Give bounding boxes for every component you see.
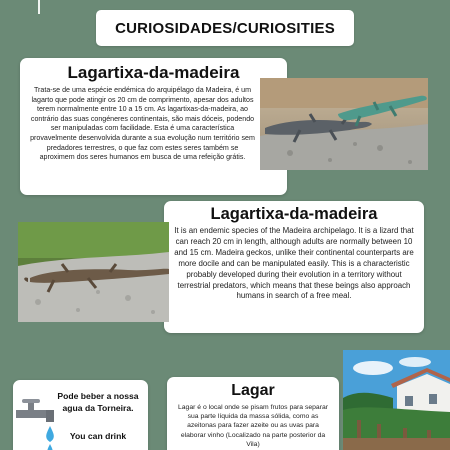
tap-water-text-en: You can drink [69, 431, 127, 441]
lagar-card-body: Lagar é o local onde se pisam frutos para separar sua parte líquida da massa sólida, como as azeitonas para fazer azeite ou as uvas para elaborar vinho (Localizado na parte posterior da Vila) [178, 404, 328, 448]
lizard-card-en-title: Lagartixa-da-madeira [210, 205, 378, 223]
page-title: CURIOSIDADES/CURIOSITIES [115, 19, 335, 37]
lagar-card-title: Lagar [231, 382, 275, 399]
tap-water-card [13, 380, 148, 450]
lizard-card-pt [20, 58, 287, 195]
lizard-photo-brown-image [18, 222, 169, 322]
lagar-card [167, 377, 339, 450]
lizard-card-en [164, 201, 424, 333]
lizard-photo-green-image [260, 78, 428, 170]
header-banner [96, 10, 354, 46]
lizard-card-en-body: It is an endemic species of the Madeira archipelago. It is a lizard that can reach 20 cm in length, although adults are normally between 10 and 15 cm. Madeira geckos, unlike their continental counterparts are more docile and can be manipulated easily. This is a characteristic probably developed during their evolution in a territory without terrestrial predators, which means that these beings also approach humans in search of a free meal. [174, 226, 414, 301]
lizard-photo-green [260, 78, 428, 170]
lizard-card-pt-body: Trata-se de uma espécie endémica do arquipélago da Madeira, é um lagarto que pode atingir os 20 cm de comprimento, apesar dos adultos terem normalmente entre 10 a 15 cm. As lagartixas-da-madeira, ao contrário das suas congéneres continentais, são mais dóceis, podendo ser manipuladas com facilidade. Esta é uma característica provavelmente desenvolvida durante a sua evolução num território sem predadores terrestres, o que faz com estes seres também se aproximem dos seres humanos em busca de uma refeição grátis. [30, 86, 255, 162]
lagar-photo-image [343, 350, 450, 450]
lagar-photo [343, 350, 450, 450]
tap-water-text-pt: Pode beber a nossa agua da Torneira. [57, 391, 139, 413]
lizard-photo-brown [18, 222, 169, 322]
decorative-line [38, 0, 40, 14]
lizard-card-pt-title: Lagartixa-da-madeira [67, 63, 240, 82]
